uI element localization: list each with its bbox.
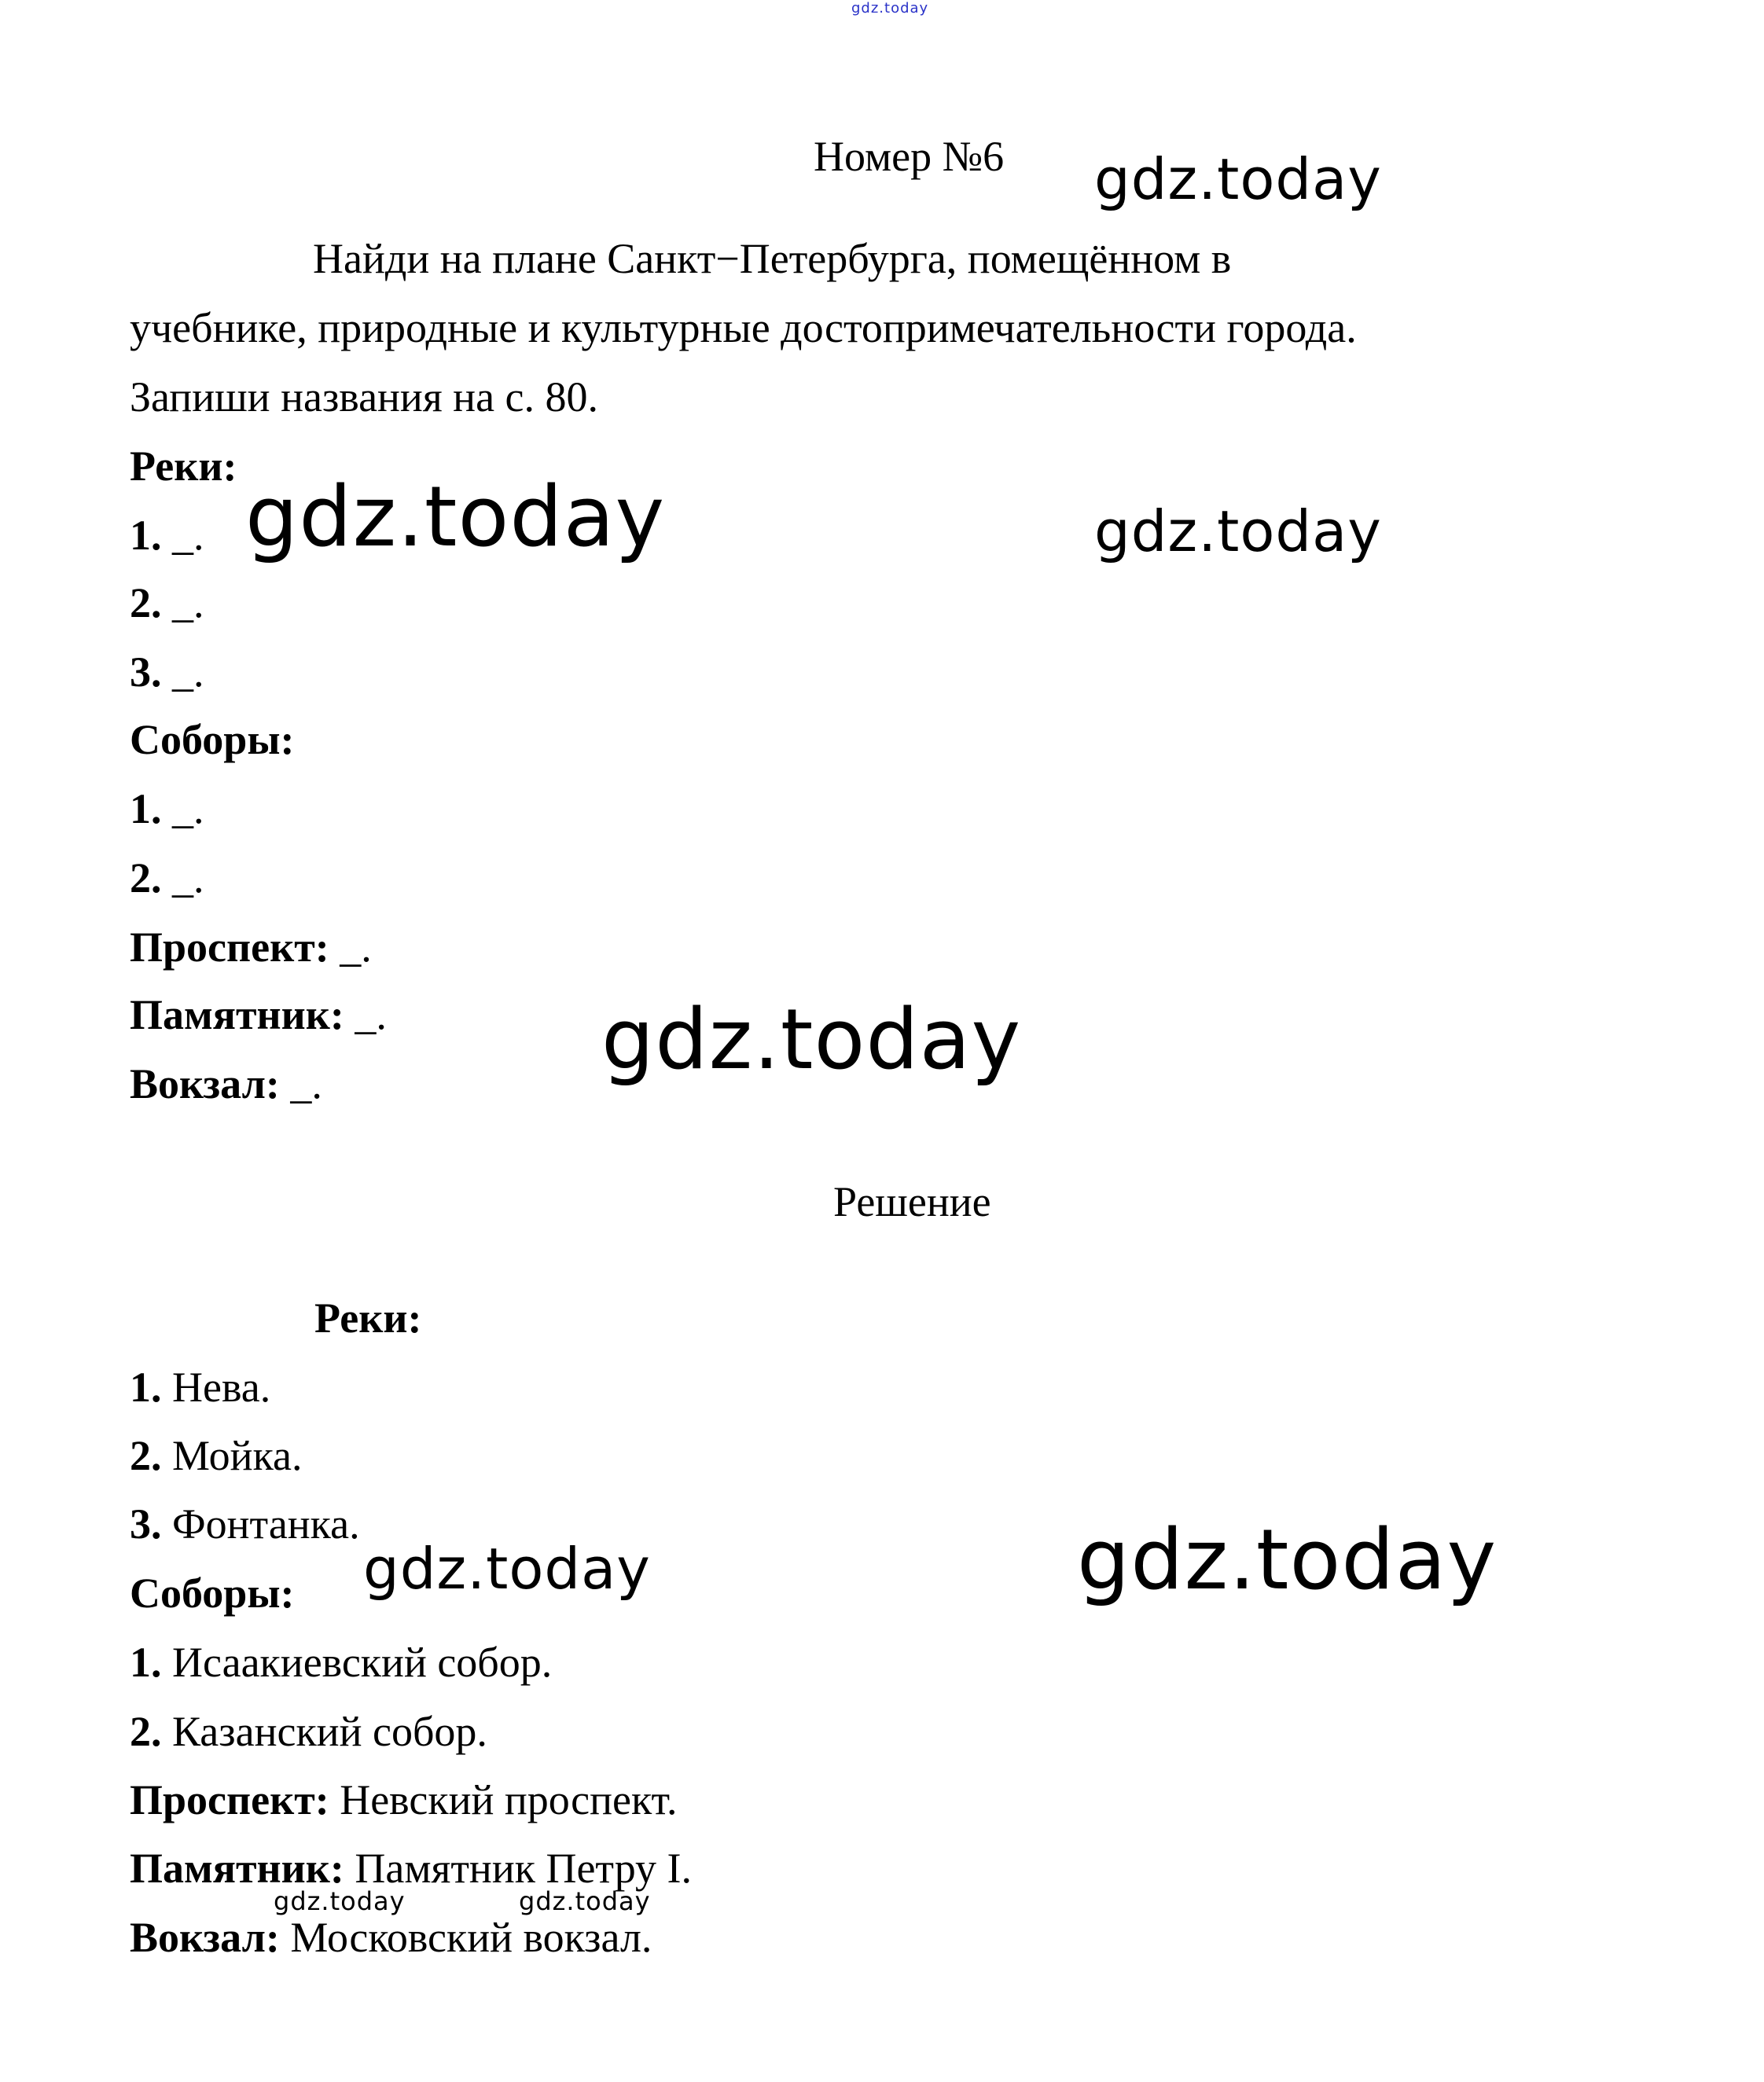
task-cathedral-item [130, 785, 204, 832]
item-answer: _. [172, 579, 204, 626]
item-number: 1. [130, 785, 162, 832]
task-cathedral-item [130, 854, 204, 901]
watermark: gdz.today [519, 1886, 651, 1916]
watermark: gdz.today [1094, 146, 1382, 212]
item-number: 3. [130, 1500, 162, 1548]
field-answer: Московский вокзал. [290, 1914, 652, 1961]
solution-monument [130, 1845, 692, 1892]
task-river-item [130, 648, 204, 696]
item-number: 2. [130, 1708, 162, 1755]
item-number: 2. [130, 579, 162, 626]
task-intro-line1: Найди на плане Санкт−Петербурга, помещённом в [313, 235, 1232, 282]
solution-station [130, 1916, 652, 1959]
item-answer: _. [172, 648, 204, 696]
watermark: gdz.today [363, 1536, 651, 1602]
task-avenue [130, 923, 372, 971]
field-label: Памятник: [130, 1845, 344, 1892]
item-number: 1. [130, 1364, 162, 1411]
watermark: gdz.today [1077, 1511, 1498, 1608]
item-answer: Казанский собор. [172, 1708, 487, 1755]
item-answer: Нева. [172, 1364, 271, 1411]
task-intro-line2: учебнике, природные и культурные достопримечательности города. [130, 304, 1357, 351]
field-label: Вокзал: [130, 1914, 280, 1961]
solution-river-item [130, 1500, 360, 1548]
solution-river-item [130, 1434, 302, 1477]
task-cathedrals-heading: Соборы: [130, 716, 295, 763]
item-number: 2. [130, 854, 162, 901]
item-answer: _. [172, 854, 204, 901]
item-number: 1. [130, 1639, 162, 1686]
item-number: 3. [130, 648, 162, 696]
field-answer: _. [355, 991, 387, 1038]
task-monument [130, 993, 387, 1036]
solution-rivers-heading: Реки: [314, 1294, 422, 1342]
task-intro-line3: Запиши названия на с. 80. [130, 373, 599, 420]
field-answer: Невский проспект. [340, 1776, 678, 1823]
watermark: gdz.today [274, 1886, 406, 1916]
task-title: Номер №6 [814, 133, 1005, 180]
watermark: gdz.today [1094, 498, 1382, 564]
item-answer: Исаакиевский собор. [172, 1639, 553, 1686]
solution-cathedral-item [130, 1710, 487, 1753]
field-label: Проспект: [130, 1776, 329, 1823]
item-answer: Фонтанка. [172, 1500, 360, 1548]
solution-cathedrals-heading: Соборы: [130, 1570, 295, 1617]
watermark-top: gdz.today [851, 0, 929, 17]
task-station [130, 1060, 322, 1107]
solution-river-item [130, 1364, 271, 1411]
task-rivers-heading: Реки: [130, 442, 237, 490]
field-answer: _. [290, 1060, 322, 1107]
watermark: gdz.today [601, 991, 1022, 1088]
solution-cathedral-item [130, 1641, 552, 1684]
item-answer: _. [172, 512, 204, 559]
item-answer: Мойка. [172, 1432, 303, 1479]
field-label: Проспект: [130, 923, 329, 971]
item-number: 1. [130, 512, 162, 559]
solution-title: Решение [833, 1178, 991, 1225]
task-river-item [130, 579, 204, 626]
task-river-item [130, 512, 204, 559]
item-answer: _. [172, 785, 204, 832]
field-answer: _. [340, 923, 372, 971]
watermark: gdz.today [245, 468, 666, 565]
solution-avenue [130, 1776, 678, 1823]
field-answer: Памятник Петру I. [355, 1845, 692, 1892]
field-label: Памятник: [130, 991, 344, 1038]
item-number: 2. [130, 1432, 162, 1479]
field-label: Вокзал: [130, 1060, 280, 1107]
